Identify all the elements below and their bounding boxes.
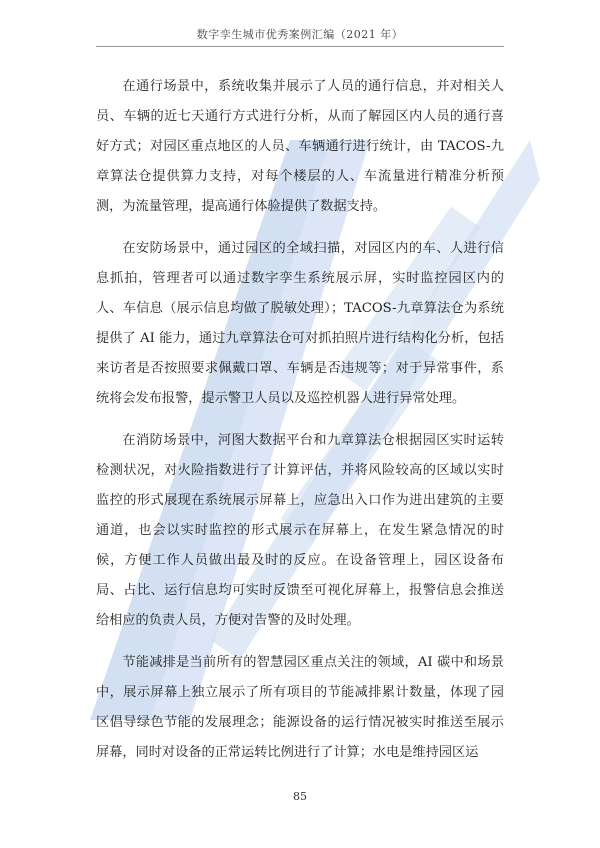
paragraph-fire: 在消防场景中，河图大数据平台和九章算法仓根据园区实时运转检测状况，对火险指数进行了计算评估，并将风险较高的区域以实时监控的形式展现在系统展示屏幕上，应急出入口作为进出建筑的主要通道，也会以实时监控的形式展示在屏幕上，在发生紧急情况的时候，方便工作人员做出最及时的反应。在设备管理上，园区设备布局、占比、运行信息均可实时反馈至可视化屏幕上，报警信息会推送给相应的负责人员，方便对告警的及时处理。 [96,433,504,628]
paragraph-traffic: 在通行场景中，系统收集并展示了人员的通行信息，并对相关人员、车辆的近七天通行方式进行分析，从而了解园区内人员的通行喜好方式；对园区重点地区的人员、车辆通行进行统计，由 TACOS-九章算法仓提供算力支持，对每个楼层的人、车流量进行精准分析预测，为流量管理，提高通行体验提供了数据支持。 [96,79,504,214]
paragraph-security: 在安防场景中，通过园区的全域扫描，对园区内的车、人进行信息抓拍，管理者可以通过数字孪生系统展示屏，实时监控园区内的人、车信息（展示信息均做了脱敏处理）；TACOS-九章算法仓为系统提供了 AI 能力，通过九章算法仓可对抓拍照片进行结构化分析，包括来访者是否按照要求佩戴口罩、车辆是否违规等；对于异常事件，系统将会发布报警，提示警卫人员以及巡控机器人进行异常处理。 [96,241,504,406]
running-header: 数字孪生城市优秀案例汇编（2021 年） [196,28,404,41]
body-text [96,72,504,780]
header-rule [96,46,504,47]
paragraph-energy: 节能减排是当前所有的智慧园区重点关注的领域，AI 碳中和场景中，展示屏幕上独立展示了所有项目的节能减排累计数量，体现了园区倡导绿色节能的发展理念；能源设备的运行情况被实时推送至展示屏幕，同时对设备的正常运转比例进行了计算；水电是维持园区运 [96,655,504,760]
page-number: 85 [293,790,307,803]
